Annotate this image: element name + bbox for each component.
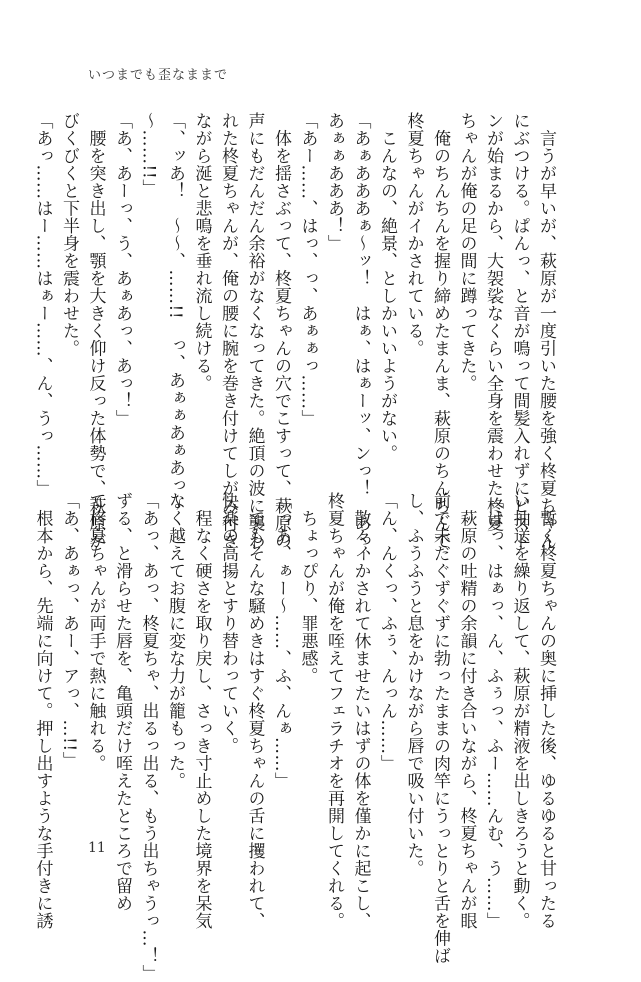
text-line: 「あっ、あっ、柊夏ちゃ、出るっ出る、もう出ちゃうっ…！」 bbox=[138, 492, 159, 982]
text-line: て柊夏ちゃんが両手で熱に触れる。 bbox=[85, 492, 106, 772]
text-line: 〜……!!」 bbox=[138, 112, 159, 197]
text-line: 体を揺さぶって、柊夏ちゃんの穴でこすって、萩原の bbox=[271, 112, 291, 550]
text-line: 前で未だぐずぐずに勃ったままの肉竿にうっとりと舌を伸ば bbox=[430, 492, 450, 965]
text-line: でもそんな騒めきはすぐ柊夏ちゃんの舌に攫われて、 bbox=[244, 492, 265, 930]
text-block-top bbox=[32, 112, 559, 567]
text-line: 「、ッあ！ 〜〜、……!! っ、あぁぁあぁあっ〜 bbox=[165, 112, 185, 512]
text-line: びくびくと下半身を震わせた。 bbox=[59, 112, 79, 357]
text-line: ちゃんが俺の足の間に蹲ってきた。 bbox=[456, 112, 477, 392]
text-line: 「はっ、はぁっ、ん、ふぅっ、ふー……んむ、う……」 bbox=[483, 492, 503, 930]
text-line: 柊夏ちゃんがイかされている。 bbox=[403, 112, 424, 357]
text-line: 「あー……、はっ、っ、あぁぁっ……」 bbox=[297, 112, 318, 427]
text-line: 「あっ……はー……はぁー……、ん、うっ……」 bbox=[32, 112, 53, 497]
text-line: 言うが早いが、萩原が一度引いた腰を強く柊夏ちゃん bbox=[536, 112, 556, 550]
text-line: ンが始まるから、大袈裟なくらい全身を震わせた柊夏 bbox=[483, 112, 503, 532]
text-line: 「あ、あーっ、う、あぁあっ、あっ！」 bbox=[112, 112, 132, 427]
text-line: 「あぁあああぁ〜ッ！ はぁ、はぁーッ、ンっ！ あっ、 bbox=[350, 112, 371, 567]
text-line: 萩原の吐精の余韻に付き合いながら、柊夏ちゃんが眼 bbox=[456, 492, 477, 930]
text-line: 「っあ、ぁー〜……、ふ、んぁ……」 bbox=[271, 492, 291, 790]
text-line: 「あ、あぁっ、あー、アっ、…!!」 bbox=[59, 492, 79, 770]
text-line: こんなの、絶景、としかいいようがない。 bbox=[377, 112, 397, 462]
text-line: にぶつける。ぱんっ、と音が鳴って間髪入れずにピスト bbox=[509, 112, 530, 550]
text-line: 「ん、んくっ、ふぅ、んっん……」 bbox=[377, 492, 397, 772]
text-line: 柊夏ちゃんが俺を咥えてフェラチオを再開してくれる。 bbox=[324, 492, 344, 930]
text-line: 散々イかされて休ませたいはずの体を僅かに起こし、 bbox=[350, 492, 371, 930]
text-line: 声にもだんだん余裕がなくなってきた。絶頂の波に襲わ bbox=[244, 112, 265, 550]
running-header: いつまでも歪なままで bbox=[88, 68, 229, 83]
text-line: なく越えてお腹に変な力が籠もった。 bbox=[165, 492, 185, 790]
text-line: ずる、と滑らせた唇を、亀頭だけ咥えたところで留め bbox=[112, 492, 132, 912]
text-line: ながら涎と悲鳴を垂れ流し続ける。 bbox=[191, 112, 212, 392]
text-line: あぁぁあああ！」 bbox=[324, 112, 344, 252]
text-line: 快楽の高揚とすり替わっていく。 bbox=[218, 492, 238, 755]
text-line: 程なく硬さを取り戻し、さっき寸止めした境界を呆気 bbox=[191, 492, 212, 930]
text-line: 暫く柊夏ちゃんの奥に挿した後、ゆるゆると甘ったる bbox=[536, 492, 556, 930]
text-line: し、ふうふうと息をかけながら唇で吸い付いた。 bbox=[403, 492, 424, 877]
text-line: ちょっぴり、罪悪感。 bbox=[297, 492, 318, 685]
text-line: 腰を突き出し、顎を大きく仰け反った体勢で、萩原が bbox=[85, 112, 106, 550]
page-number: 11 bbox=[88, 840, 106, 856]
text-line: い抽送を繰り返して、萩原が精液を出しきろうと動く。 bbox=[509, 492, 530, 930]
text-line: 俺のちんちんを握り締めたまんま、萩原のちんちんで bbox=[430, 112, 450, 550]
text-line: 根本から、先端に向けて。押し出すような手付きに誘 bbox=[32, 492, 53, 930]
text-line: れた柊夏ちゃんが、俺の腰に腕を巻き付けてしがみ付き bbox=[218, 112, 238, 550]
